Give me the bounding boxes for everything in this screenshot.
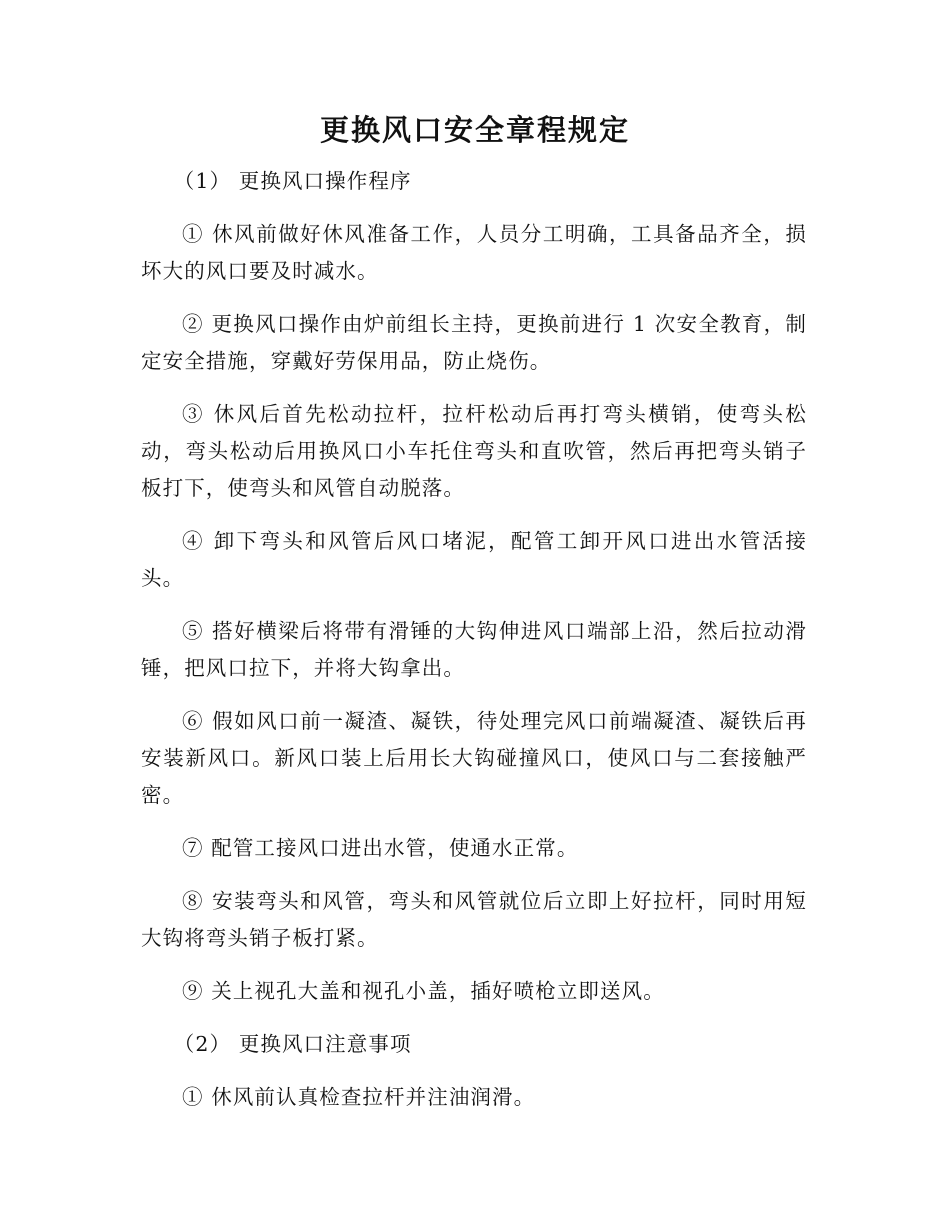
procedure-step-8: ⑧ 安装弯头和风管，弯头和风管就位后立即上好拉杆，同时用短大钩将弯头销子板打紧。 [141,889,807,950]
section-heading-2: （2） 更换风口注意事项 [173,1032,412,1056]
precaution-item-1: ① 休风前认真检查拉杆并注油润滑。 [182,1085,536,1109]
procedure-step-6: ⑥ 假如风口前一凝渣、凝铁，待处理完风口前端凝渣、凝铁后再安装新风口。新风口装上后用长大钩碰撞风口，使风口与二套接触严密。 [141,709,807,807]
procedure-step-2: ② 更换风口操作由炉前组长主持，更换前进行 1 次安全教育，制定安全措施，穿戴好劳保用品，防止烧伤。 [141,312,807,373]
procedure-step-4: ④ 卸下弯头和风管后风口堵泥，配管工卸开风口进出水管活接头。 [141,529,807,590]
procedure-step-7: ⑦ 配管工接风口进出水管，使通水正常。 [182,836,579,860]
document-body [141,163,807,1116]
procedure-step-5: ⑤ 搭好横梁后将带有滑锤的大钩伸进风口端部上沿，然后拉动滑锤，把风口拉下，并将大钩拿出。 [141,619,807,680]
procedure-step-1: ① 休风前做好休风准备工作，人员分工明确，工具备品齐全，损坏大的风口要及时减水。 [141,222,807,283]
document-title: 更换风口安全章程规定 [319,113,630,147]
procedure-step-3: ③ 休风后首先松动拉杆，拉杆松动后再打弯头横销，使弯头松动，弯头松动后用换风口小车托住弯头和直吹管，然后再把弯头销子板打下，使弯头和风管自动脱落。 [141,402,807,500]
procedure-step-9: ⑨ 关上视孔大盖和视孔小盖，插好喷枪立即送风。 [182,979,665,1003]
section-heading-1: （1） 更换风口操作程序 [173,169,412,193]
